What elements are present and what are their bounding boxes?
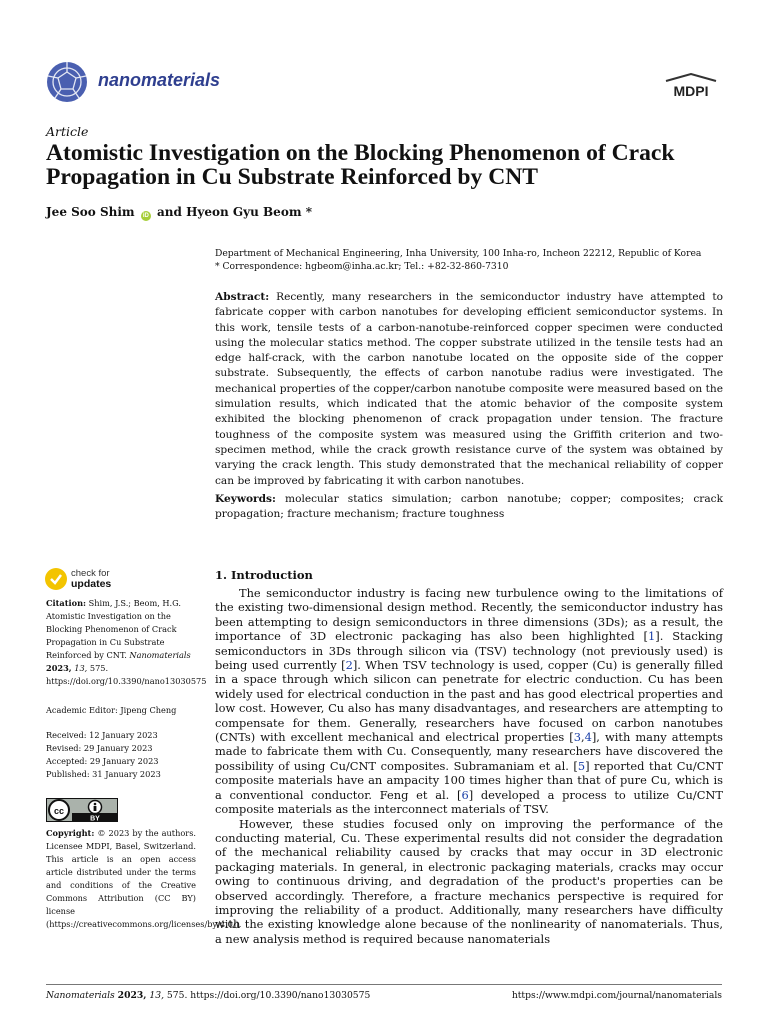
check-updates-line1: check for [71,568,110,579]
academic-editor: Academic Editor: Jipeng Cheng [46,705,177,715]
keywords [215,492,723,523]
footer-volume: 13, [149,990,164,1001]
author-1[interactable]: Jee Soo Shim [46,205,135,219]
mdpi-logo [662,73,720,99]
citation-text: Shim, J.S.; Beom, H.G. Atomistic Investigation on the Blocking Phenomenon of Crack Propagation in Cu Substrate Reinforced by CNT. [46,598,182,660]
article-type: Article [46,124,89,139]
citation-doi[interactable]: 575. https://doi.org/10.3390/nano13030575 [46,663,207,686]
citation-year: 2023, [46,663,72,673]
reference-link[interactable]: 3 [573,730,581,745]
svg-text:cc: cc [53,806,65,816]
intro-paragraph-1: The semiconductor industry is facing new turbulence owing to the limitations of the existing two-dimensional design method. Recently, the semiconductor industry has been attempting to design semiconductors in three dimensions (3Ds); as a result, the importance of 3D electronic packaging has also been highlighted [1]. Stacking semiconductors in 3Ds through silicon via (TSV) technology (not previously used) is being used currently [2]. When TSV technology is used, copper (Cu) is generally filled in a space through which silicon can penetrate for electric conduction. Cu has been widely used for electrical conduction in the past and has good electrical properties and low cost. However, Cu also has many disadvantages, and researchers are attempting to compensate for them. Generally, researchers have focused on carbon nanotubes (CNTs) with excellent mechanical and electrical properties [3,4], with many attempts made to fabricate them with Cu. Consequently, many researchers have discovered the possibility of using Cu/CNT composites. Subramaniam et al. [5] reported that Cu/CNT composite materials have an ampacity 100 times higher than that of pure Cu, which is a conventional conductor. Feng et al. [6] developed a process to utilize Cu/CNT composite materials as the interconnect materials of TSV. [215,586,723,817]
copyright-label: Copyright: [46,828,95,838]
abstract-text: Recently, many researchers in the semiconductor industry have attempted to fabricate copper with carbon nanotubes for developing efficient semiconductor systems. In this work, tensile tests of a carbon-nanotube-reinforced copper specimen were conducted using the molecular statics method. The copper substrate utilized in the tensile tests had an edge half-crack, with the carbon nanotube located on the opposite side of the copper substrate. Subsequently, the effects of carbon nanotube radius were investigated. The mechanical properties of the copper/carbon nanotube composite were measured based on the simulation results, which indicated that the atomic behavior of the composite system exhibited the blocking phenomenon of crack propagation under tension. The fracture toughness of the composite system was measured using the Griffith criterion and two-specimen method, while the crack growth resistance curve of the system was obtained by varying the crack length. This study demonstrated that the mechanical reliability of copper can be improved by fabricating it with carbon nanotubes. [215,291,723,487]
copyright-text: © 2023 by the authors. Licensee MDPI, Basel, Switzerland. This article is an open access article distributed under the terms and conditions of the Creative Commons Attribution (CC BY) license (https://creativecommons.org/licenses/by/4.0/). [46,828,242,929]
check-for-updates-badge[interactable] [45,568,165,594]
introduction-body [215,586,723,946]
reference-link[interactable]: 4 [584,730,592,745]
orcid-icon[interactable]: iD [142,213,149,219]
footer-year: 2023, [117,990,147,1001]
check-updates-icon [45,568,67,590]
cc-by-license-icon[interactable] [46,798,118,822]
footer-citation [46,990,370,1001]
affiliation: Department of Mechanical Engineering, Inha University, 100 Inha-ro, Incheon 22212, Republic of Korea [215,248,702,259]
revised-date: Revised: 29 January 2023 [46,743,153,753]
footer-doi[interactable]: 575. https://doi.org/10.3390/nano13030575 [166,990,371,1001]
reference-link[interactable]: 5 [577,758,586,773]
accepted-date: Accepted: 29 January 2023 [46,756,159,766]
affiliation-block [215,247,735,273]
copyright-block [46,827,242,931]
intro-paragraph-2: However, these studies focused only on improving the performance of the conducting material, Cu. These experimental results did not consider the degradation of the mechanical reliability caused by cracks that may occur in 3D electronic packaging materials. In general, in electronic packaging materials, cracks may occur owing to continuous driving, and degradation of the product's properties can be observed accordingly. Therefore, a fracture mechanics perspective is required for improving the reliability of a product. Additionally, many researchers have difficulty with the existing knowledge alone because of the nonlinearity of nanomaterials. Thus, a new analysis method is required because nanomaterials [215,816,723,946]
citation-block [46,597,207,688]
reference-link[interactable]: 1 [648,629,656,644]
footer-divider [46,984,722,985]
nanomaterials-logo-icon [45,60,89,104]
section-heading-introduction: 1. Introduction [215,568,313,582]
check-updates-line2: updates [71,578,112,590]
abstract [215,290,723,489]
received-date: Received: 12 January 2023 [46,730,158,740]
footer-journal-url[interactable]: https://www.mdpi.com/journal/nanomaterials [511,990,722,1001]
dates-block [46,729,196,781]
citation-volume: 13, [74,663,88,673]
citation-label: Citation: [46,598,87,608]
published-date: Published: 31 January 2023 [46,769,161,779]
svg-text:MDPI: MDPI [673,83,709,99]
article-title: Atomistic Investigation on the Blocking Phenomenon of Crack Propagation in Cu Substrate Reinforced by CNT [46,140,675,190]
citation-journal: Nanomaterials [129,650,191,660]
author-2[interactable]: and Hyeon Gyu Beom * [157,205,312,219]
authors [46,205,312,221]
footer-journal: Nanomaterials [46,990,115,1001]
journal-name[interactable]: nanomaterials [98,70,221,90]
abstract-label: Abstract: [215,291,270,303]
keywords-text: molecular statics simulation; carbon nanotube; copper; composites; crack propagation; fracture mechanism; fracture toughness [215,493,723,521]
keywords-label: Keywords: [215,493,276,505]
correspondence: * Correspondence: hgbeom@inha.ac.kr; Tel.: +82-32-860-7310 [215,261,509,272]
reference-link[interactable]: 6 [461,787,469,802]
cc-by-label: BY [90,815,100,822]
reference-link[interactable]: 2 [345,658,353,673]
